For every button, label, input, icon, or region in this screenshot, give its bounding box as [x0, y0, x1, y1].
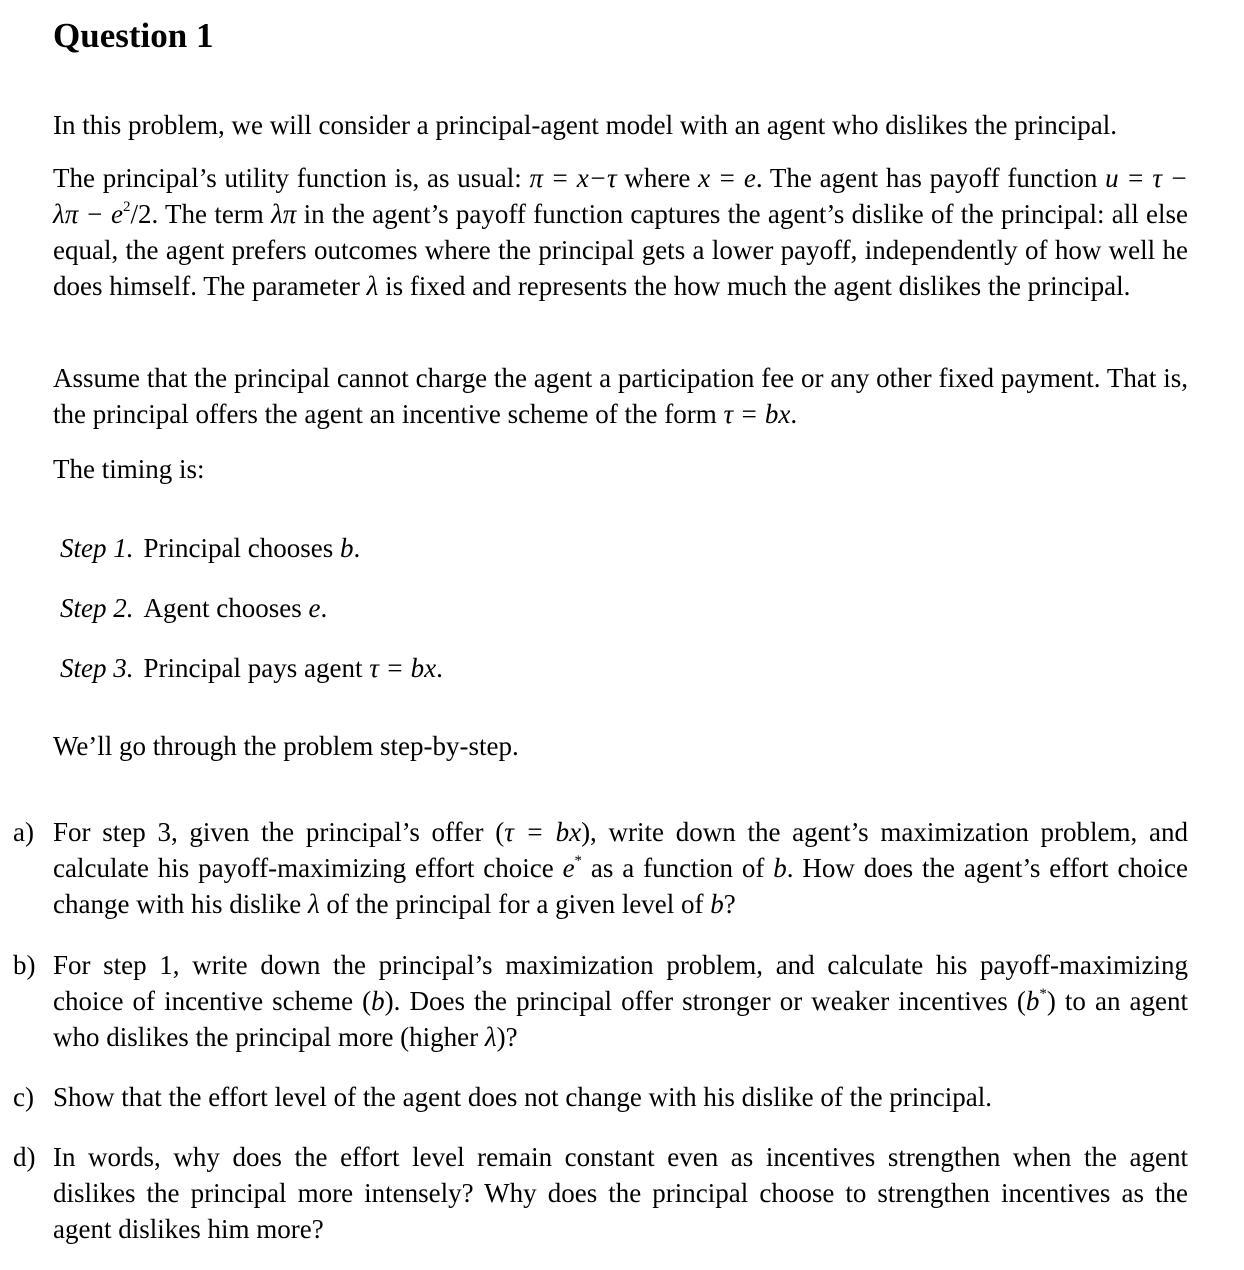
model-text-5: in the agent’s payoff function captures the agent’s dislike of the principal: all else equal, the agent prefers outcomes where the principal gets a lower payoff, independently of how well he does himself. The parameter	[53, 199, 1188, 301]
sub-question-label: c)	[13, 1082, 34, 1112]
timing-intro: The timing is:	[53, 454, 205, 484]
output-eq: x = e	[698, 163, 756, 193]
q-text: . How does the agent’s effort choice change with his dislike	[53, 853, 1188, 919]
timing-step	[60, 650, 443, 710]
q-text: as a function of	[582, 853, 774, 883]
sub-question-label: b)	[13, 950, 36, 980]
sub-question-c	[13, 1079, 1188, 1115]
q-text: ?	[723, 889, 736, 919]
optimal-star: *	[1039, 986, 1047, 1002]
q-text: ). Does the principal offer stronger or weaker incentives (	[384, 986, 1026, 1016]
timing-steps-list	[60, 530, 443, 710]
principal-utility-eq: π = x−τ	[529, 163, 617, 193]
walkthrough-paragraph: We’ll go through the problem step-by-step.	[53, 731, 519, 761]
assumption-paragraph	[53, 360, 1188, 432]
q-math: τ = bx	[504, 817, 582, 847]
lambda-symbol: λ	[366, 271, 379, 301]
q-math: λ	[484, 1022, 497, 1052]
model-paragraph	[53, 160, 1188, 304]
q-text: For step 3, given the principal’s offer (	[53, 817, 505, 847]
assumption-text-2: .	[790, 399, 798, 429]
step-label: Step 1.	[60, 533, 134, 563]
q-text: For step 1, write down the principal’s maximization problem, and calculate his payoff-maximizing choice of incentive scheme (	[53, 950, 1188, 1016]
intro-paragraph: In this problem, we will consider a principal-agent model with an agent who dislikes the principal.	[53, 110, 1117, 140]
q-math: λ	[307, 889, 320, 919]
half-divisor: /2	[130, 199, 152, 229]
model-text-4: . The term	[151, 199, 272, 229]
timing-step	[60, 590, 443, 650]
q-math: b	[1025, 986, 1040, 1016]
step-math: e	[308, 593, 321, 623]
sub-question-d	[13, 1139, 1188, 1247]
step-label: Step 3.	[60, 653, 134, 683]
q-math: b	[710, 889, 724, 919]
agent-payoff-eq: u = τ − λπ − e	[53, 163, 1188, 229]
q-text: In words, why does the effort level remain constant even as incentives strengthen when the agent dislikes the principal more intensely? Why does the principal choose to strengthen incentives as the agent dislikes him more?	[53, 1142, 1188, 1244]
q-math: b	[371, 986, 385, 1016]
q-math: b	[773, 853, 787, 883]
sub-question-b	[13, 947, 1188, 1055]
step-math: τ = bx	[369, 653, 437, 683]
sub-question-label: a)	[13, 817, 34, 847]
step-end: .	[320, 593, 328, 623]
model-text-1: The principal’s utility function is, as usual:	[53, 163, 530, 193]
question-heading: Question 1	[53, 16, 214, 55]
model-text-2: where	[616, 163, 699, 193]
step-end: .	[353, 533, 361, 563]
step-text: Principal chooses	[143, 533, 340, 563]
dislike-term: λπ	[271, 199, 297, 229]
optimal-star: *	[574, 853, 583, 869]
q-text: )?	[496, 1022, 518, 1052]
step-text: Principal pays agent	[143, 653, 370, 683]
step-text: Agent chooses	[143, 593, 309, 623]
incentive-scheme-eq: τ = bx	[723, 399, 791, 429]
model-text-6: is fixed and represents the how much the agent dislikes the principal.	[378, 271, 1131, 301]
q-text: ) to an agent who dislikes the principal more (higher	[53, 986, 1188, 1052]
sub-question-a	[13, 814, 1188, 922]
q-math: e	[562, 853, 575, 883]
timing-step	[60, 530, 443, 590]
step-end: .	[436, 653, 443, 683]
q-text: Show that the effort level of the agent does not change with his dislike of the principal.	[53, 1082, 993, 1112]
step-math: b	[339, 533, 354, 563]
assumption-text-1: Assume that the principal cannot charge the agent a participation fee or any other fixed payment. That is, the principal offers the agent an incentive scheme of the form	[53, 363, 1188, 429]
sub-question-label: d)	[13, 1142, 36, 1172]
sub-questions-list	[13, 814, 1188, 1247]
squared-exponent: 2	[123, 199, 131, 215]
step-label: Step 2.	[60, 593, 134, 623]
q-text: of the principal for a given level of	[319, 889, 711, 919]
q-text: ), write down the agent’s maximization problem, and calculate his payoff-maximizing effort choice	[53, 817, 1188, 883]
model-text-3: . The agent has payoff function	[755, 163, 1106, 193]
